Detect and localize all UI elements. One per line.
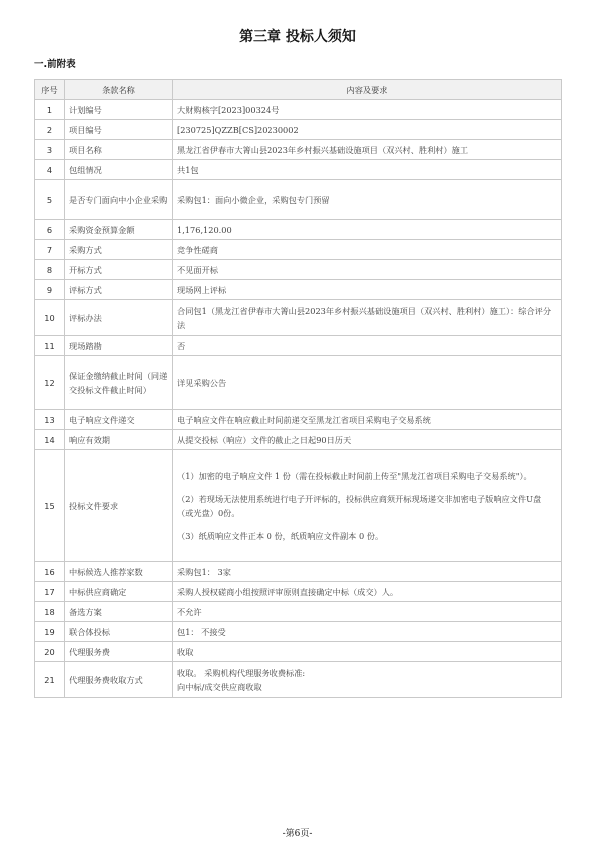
content-paragraph: 1,176,120.00 bbox=[177, 224, 232, 235]
clause-content bbox=[173, 450, 562, 562]
clause-name: 投标文件要求 bbox=[65, 450, 173, 562]
table-row bbox=[35, 100, 562, 120]
clause-content bbox=[173, 140, 562, 160]
content-paragraph: 电子响应文件在响应截止时间前递交至黑龙江省项目采购电子交易系统 bbox=[177, 414, 431, 425]
table-row bbox=[35, 260, 562, 280]
content-paragraph: 黑龙江省伊春市大箐山县2023年乡村振兴基础设施项目（双兴村、胜利村）施工 bbox=[177, 144, 469, 155]
chapter-title: 第三章 投标人须知 bbox=[239, 29, 356, 45]
clause-content bbox=[173, 356, 562, 410]
clause-content bbox=[173, 410, 562, 430]
clause-name: 保证金缴纳截止时间（同递交投标文件截止时间） bbox=[65, 356, 173, 410]
row-number: 11 bbox=[35, 336, 65, 356]
clause-name: 联合体投标 bbox=[65, 622, 173, 642]
table-row bbox=[35, 410, 562, 430]
front-matter-table bbox=[34, 79, 562, 698]
row-number: 4 bbox=[35, 160, 65, 180]
clause-name: 中标供应商确定 bbox=[65, 582, 173, 602]
page-number: -第6页- bbox=[282, 829, 313, 839]
clause-name: 代理服务费收取方式 bbox=[65, 662, 173, 698]
row-number: 9 bbox=[35, 280, 65, 300]
clause-content bbox=[173, 662, 562, 698]
table-row bbox=[35, 180, 562, 220]
clause-name: 包组情况 bbox=[65, 160, 173, 180]
content-paragraph: （1）加密的电子响应文件 1 份（需在投标截止时间前上传至"黑龙江省项目采购电子交易系统"）。 bbox=[177, 470, 532, 481]
section-heading: 一.前附表 bbox=[34, 59, 76, 70]
clause-content bbox=[173, 642, 562, 662]
content-paragraph: 不允许 bbox=[177, 606, 202, 617]
row-number: 13 bbox=[35, 410, 65, 430]
content-paragraph: 否 bbox=[177, 340, 186, 351]
row-number: 14 bbox=[35, 430, 65, 450]
content-paragraph: 收取。 采购机构代理服务收费标准: bbox=[177, 667, 306, 678]
content-paragraph: 向中标/成交供应商收取 bbox=[177, 681, 262, 692]
clause-content bbox=[173, 260, 562, 280]
row-number: 2 bbox=[35, 120, 65, 140]
content-paragraph: 采购包1： 3家 bbox=[177, 566, 231, 577]
clause-name: 采购资金预算金额 bbox=[65, 220, 173, 240]
table-row bbox=[35, 602, 562, 622]
table-row bbox=[35, 622, 562, 642]
content-paragraph: 采购人授权磋商小组按照评审原则直接确定中标（成交）人。 bbox=[177, 586, 399, 597]
clause-name: 中标候选人推荐家数 bbox=[65, 562, 173, 582]
clause-name: 采购方式 bbox=[65, 240, 173, 260]
table-header-row bbox=[35, 80, 562, 100]
clause-content bbox=[173, 336, 562, 356]
clause-content bbox=[173, 180, 562, 220]
row-number: 5 bbox=[35, 180, 65, 220]
header-clause-name: 条款名称 bbox=[65, 80, 173, 100]
row-number: 17 bbox=[35, 582, 65, 602]
table-row bbox=[35, 160, 562, 180]
clause-name: 项目名称 bbox=[65, 140, 173, 160]
content-paragraph: 共1包 bbox=[177, 164, 199, 175]
row-number: 15 bbox=[35, 450, 65, 562]
clause-name: 电子响应文件递交 bbox=[65, 410, 173, 430]
content-paragraph: （2）若现场无法使用系统进行电子开评标的，投标供应商须开标现场递交非加密电子版响应文件U盘（或光盘）0份。 bbox=[177, 493, 542, 518]
content-paragraph: 竞争性磋商 bbox=[177, 244, 218, 255]
content-paragraph: （3）纸质响应文件正本 0 份，纸质响应文件副本 0 份。 bbox=[177, 530, 384, 541]
clause-content bbox=[173, 280, 562, 300]
clause-content bbox=[173, 300, 562, 336]
table-row bbox=[35, 450, 562, 562]
table-row bbox=[35, 120, 562, 140]
clause-content bbox=[173, 160, 562, 180]
content-paragraph: 不见面开标 bbox=[177, 264, 218, 275]
content-paragraph: 合同包1（黑龙江省伊春市大箐山县2023年乡村振兴基础设施项目（双兴村、胜利村）施工）：综合评分法 bbox=[177, 305, 552, 330]
row-number: 18 bbox=[35, 602, 65, 622]
clause-name: 项目编号 bbox=[65, 120, 173, 140]
row-number: 19 bbox=[35, 622, 65, 642]
clause-name: 现场踏勘 bbox=[65, 336, 173, 356]
row-number: 6 bbox=[35, 220, 65, 240]
clause-content bbox=[173, 562, 562, 582]
table-row bbox=[35, 240, 562, 260]
row-number: 3 bbox=[35, 140, 65, 160]
clause-name: 开标方式 bbox=[65, 260, 173, 280]
clause-content bbox=[173, 100, 562, 120]
clause-content bbox=[173, 220, 562, 240]
table-row bbox=[35, 300, 562, 336]
table-row bbox=[35, 662, 562, 698]
table-row bbox=[35, 642, 562, 662]
row-number: 8 bbox=[35, 260, 65, 280]
table-row bbox=[35, 280, 562, 300]
clause-content bbox=[173, 622, 562, 642]
row-number: 21 bbox=[35, 662, 65, 698]
clause-content bbox=[173, 240, 562, 260]
content-paragraph: 采购包1：面向小微企业，采购包专门预留 bbox=[177, 194, 330, 205]
row-number: 12 bbox=[35, 356, 65, 410]
content-paragraph: 收取 bbox=[177, 646, 194, 657]
table-row bbox=[35, 220, 562, 240]
table-row bbox=[35, 356, 562, 410]
clause-name: 评标方式 bbox=[65, 280, 173, 300]
table-row bbox=[35, 336, 562, 356]
table-row bbox=[35, 430, 562, 450]
content-paragraph: 从提交投标（响应）文件的截止之日起90日历天 bbox=[177, 434, 352, 445]
header-no: 序号 bbox=[35, 80, 65, 100]
row-number: 20 bbox=[35, 642, 65, 662]
clause-name: 代理服务费 bbox=[65, 642, 173, 662]
clause-content bbox=[173, 602, 562, 622]
clause-content bbox=[173, 582, 562, 602]
clause-name: 响应有效期 bbox=[65, 430, 173, 450]
header-content: 内容及要求 bbox=[173, 80, 562, 100]
clause-name: 是否专门面向中小企业采购 bbox=[65, 180, 173, 220]
table-row bbox=[35, 562, 562, 582]
clause-content bbox=[173, 430, 562, 450]
clause-content bbox=[173, 120, 562, 140]
table-row bbox=[35, 140, 562, 160]
content-paragraph: [230725]QZZB[CS]20230002 bbox=[177, 124, 299, 135]
content-paragraph: 包1： 不接受 bbox=[177, 626, 226, 637]
content-paragraph: 大财购核字[2023]00324号 bbox=[177, 104, 280, 115]
table-row bbox=[35, 582, 562, 602]
table-body bbox=[35, 100, 562, 698]
clause-name: 评标办法 bbox=[65, 300, 173, 336]
clause-name: 计划编号 bbox=[65, 100, 173, 120]
row-number: 16 bbox=[35, 562, 65, 582]
clause-name: 备选方案 bbox=[65, 602, 173, 622]
content-paragraph: 详见采购公告 bbox=[177, 377, 227, 388]
row-number: 10 bbox=[35, 300, 65, 336]
row-number: 7 bbox=[35, 240, 65, 260]
content-paragraph: 现场网上评标 bbox=[177, 284, 227, 295]
row-number: 1 bbox=[35, 100, 65, 120]
